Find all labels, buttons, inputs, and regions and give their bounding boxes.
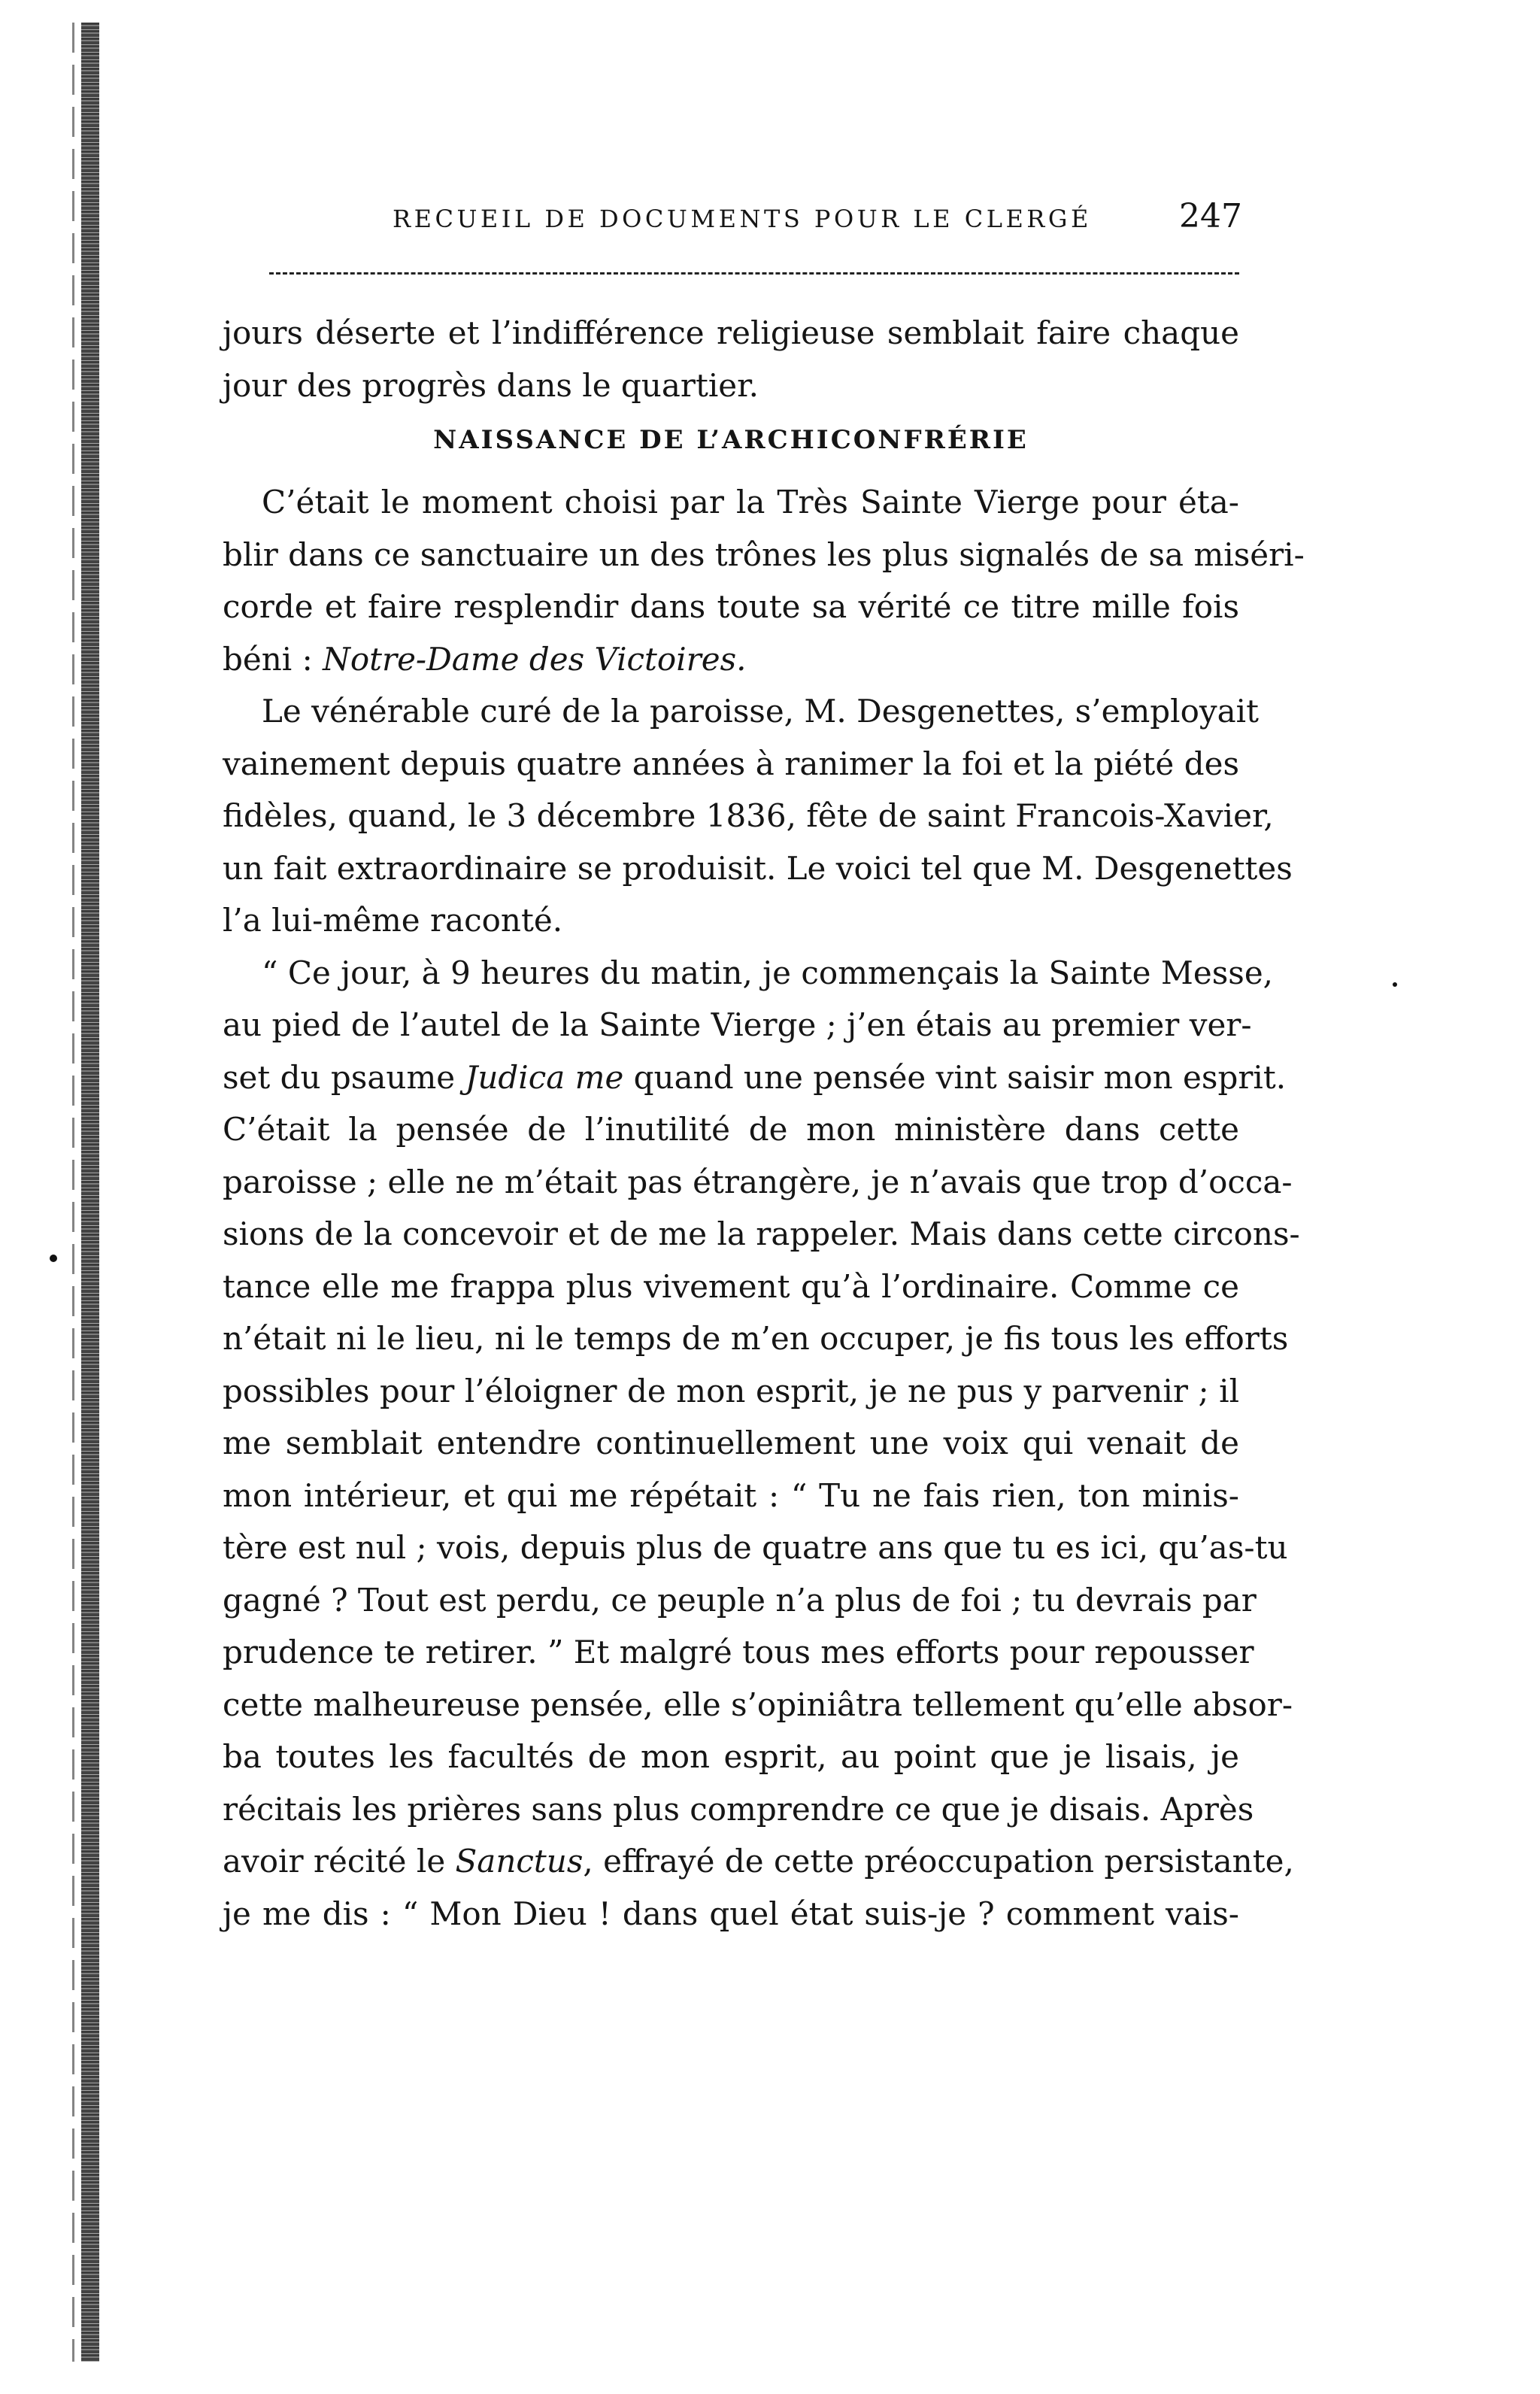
text-line: me semblait entendre continuellement une voix qui venait de	[223, 1425, 1239, 1461]
text-line: blir dans ce sanctuaire un des trônes les plus signalés de sa miséri-	[223, 536, 1305, 573]
running-head	[218, 197, 1271, 242]
text-fragment: set du psaume	[223, 1058, 465, 1096]
text-line: au pied de l’autel de la Sainte Vierge ; j’en étais au premier ver-	[223, 1006, 1252, 1043]
text-fragment: béni :	[223, 640, 323, 678]
text-line: récitais les prières sans plus comprendre ce que je disais. Après	[223, 1790, 1254, 1828]
text-line: corde et faire resplendir dans toute sa vérité ce titre mille fois	[223, 588, 1239, 625]
text-line: jours déserte et l’indifférence religieuse semblait faire chaque	[223, 314, 1239, 351]
text-line	[223, 633, 1239, 686]
running-title: RECUEIL DE DOCUMENTS POUR LE CLERGÉ	[393, 205, 1092, 233]
text-line	[223, 1051, 1287, 1104]
text-line: Le vénérable curé de la paroisse, M. Desgenettes, s’employait	[262, 693, 1259, 730]
body-text	[223, 307, 1305, 1940]
text-line: prudence te retirer. ” Et malgré tous mes efforts pour repousser	[223, 1634, 1254, 1670]
text-line: paroisse ; elle ne m’était pas étrangère, je n’avais que trop d’occa-	[223, 1163, 1293, 1200]
text-line: C’était le moment choisi par la Très Sainte Vierge pour éta-	[262, 484, 1239, 520]
binding-edge	[81, 23, 99, 2362]
text-line: tance elle me frappa plus vivement qu’à l’ordinaire. Comme ce	[223, 1267, 1239, 1305]
italic-psalm: Judica me	[465, 1058, 624, 1096]
text-line: l’a lui-même raconté.	[223, 902, 563, 939]
text-fragment: quand une pensée vint saisir mon esprit.	[623, 1058, 1287, 1096]
text-line: cette malheureuse pensée, elle s’opiniâtra tellement qu’elle absor-	[223, 1686, 1293, 1723]
text-line: vainement depuis quatre années à ranimer la foi et la piété des	[223, 745, 1239, 782]
text-line: fidèles, quand, le 3 décembre 1836, fête de saint Francois-Xavier,	[223, 797, 1274, 834]
text-line: C’était la pensée de l’inutilité de mon ministère dans cette	[223, 1111, 1239, 1148]
margin-speck	[1393, 982, 1397, 987]
text-line: tère est nul ; vois, depuis plus de quatre ans que tu es ici, qu’as-tu	[223, 1529, 1288, 1566]
header-rule	[269, 272, 1239, 275]
text-line: je me dis : “ Mon Dieu ! dans quel état suis-je ? comment vais-	[223, 1895, 1239, 1932]
text-line: sions de la concevoir et de me la rappeler. Mais dans cette circons-	[223, 1215, 1300, 1252]
italic-title: Notre-Dame des Victoires.	[323, 640, 747, 678]
text-line: ba toutes les facultés de mon esprit, au point que je lisais, je	[223, 1738, 1239, 1775]
text-line: jour des progrès dans le quartier.	[223, 366, 759, 404]
text-line: n’était ni le lieu, ni le temps de m’en occuper, je fis tous les efforts	[223, 1320, 1289, 1357]
text-fragment: avoir récité le	[223, 1843, 456, 1880]
text-line: possibles pour l’éloigner de mon esprit, je ne pus y parvenir ; il	[223, 1372, 1239, 1409]
italic-sanctus: Sanctus	[455, 1843, 584, 1880]
page-number: 247	[1179, 197, 1242, 235]
text-line: un fait extraordinaire se produisit. Le voici tel que M. Desgenettes	[223, 849, 1293, 887]
text-fragment: , effrayé de cette préoccupation persistante,	[583, 1843, 1294, 1880]
binding-shadow	[72, 23, 74, 2362]
text-line: mon intérieur, et qui me répétait : “ Tu ne fais rien, ton minis-	[223, 1476, 1239, 1514]
text-line	[223, 1835, 1294, 1888]
margin-speck	[50, 1255, 57, 1262]
text-line: gagné ? Tout est perdu, ce peuple n’a plus de foi ; tu devrais par	[223, 1581, 1257, 1619]
section-heading: NAISSANCE DE L’ARCHICONFRÉRIE	[433, 425, 1029, 455]
text-line: “ Ce jour, à 9 heures du matin, je commençais la Sainte Messe,	[262, 954, 1274, 991]
